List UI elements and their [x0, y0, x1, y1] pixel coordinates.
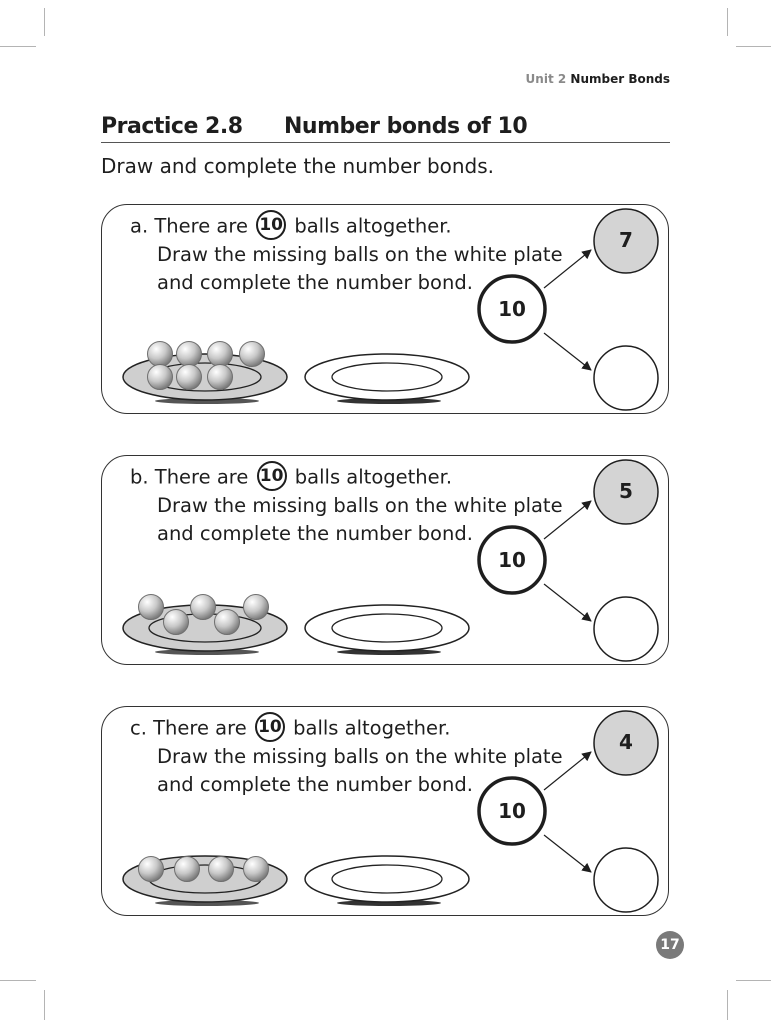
- ball: [208, 365, 233, 390]
- exercise-letter: a.: [130, 214, 149, 238]
- circled-total: 10: [255, 712, 285, 742]
- whole-value: 10: [498, 548, 526, 572]
- crop-mark: [736, 980, 771, 981]
- bond-arrow-down: [544, 333, 591, 370]
- page-title: [101, 114, 670, 143]
- question-line: [130, 465, 452, 491]
- white-plate: [305, 856, 469, 906]
- ball: [139, 857, 164, 882]
- question-prefix: There are: [154, 465, 249, 489]
- question-prefix: There are: [153, 716, 247, 740]
- practice-topic: Number bonds of 10: [284, 114, 528, 139]
- question-line: [130, 716, 450, 742]
- given-part-value: 5: [619, 479, 633, 503]
- instructions: Draw and complete the number bonds.: [101, 154, 495, 178]
- instruction-line: and complete the number bond.: [157, 522, 473, 545]
- exercise-box: [101, 204, 669, 414]
- ball: [208, 342, 233, 367]
- bond-arrow-down: [544, 584, 591, 621]
- ball: [139, 595, 164, 620]
- instruction-line: Draw the missing balls on the white plate: [157, 745, 563, 768]
- ball: [148, 365, 173, 390]
- exercise-letter: b.: [130, 465, 149, 489]
- ball: [148, 342, 173, 367]
- ball: [177, 342, 202, 367]
- circled-total: 10: [256, 210, 286, 240]
- crop-mark: [727, 990, 728, 1020]
- crop-mark: [736, 46, 771, 47]
- question-line: [130, 214, 452, 240]
- ball: [209, 857, 234, 882]
- page-number: 17: [656, 931, 684, 959]
- whole-value: 10: [498, 799, 526, 823]
- exercise-box: [101, 455, 669, 665]
- crop-mark: [0, 980, 36, 981]
- crop-mark: [0, 46, 36, 47]
- ball: [191, 595, 216, 620]
- missing-part-circle: [594, 848, 658, 912]
- crop-mark: [727, 8, 728, 36]
- missing-part-circle: [594, 346, 658, 410]
- ball: [177, 365, 202, 390]
- bond-arrow-down: [544, 835, 591, 872]
- given-part-value: 7: [619, 228, 633, 252]
- instruction-line: Draw the missing balls on the white plate: [157, 243, 563, 266]
- section-label: Number Bonds: [570, 72, 670, 86]
- ball: [244, 595, 269, 620]
- ball: [244, 857, 269, 882]
- question-suffix: balls altogether.: [294, 214, 452, 238]
- ball: [164, 610, 189, 635]
- ball: [240, 342, 265, 367]
- ball: [215, 610, 240, 635]
- crop-mark: [44, 8, 45, 36]
- exercise-box: [101, 706, 669, 916]
- crop-mark: [44, 990, 45, 1020]
- missing-part-circle: [594, 597, 658, 661]
- instruction-line: Draw the missing balls on the white plate: [157, 494, 563, 517]
- given-part-value: 4: [619, 730, 633, 754]
- question-prefix: There are: [154, 214, 248, 238]
- whole-value: 10: [498, 297, 526, 321]
- white-plate: [305, 605, 469, 655]
- white-plate: [305, 354, 469, 404]
- question-suffix: balls altogether.: [293, 716, 451, 740]
- question-suffix: balls altogether.: [294, 465, 453, 489]
- running-head: [526, 72, 670, 86]
- circled-total: 10: [257, 461, 287, 491]
- practice-number: Practice 2.8: [101, 114, 243, 139]
- ball: [175, 857, 200, 882]
- instruction-line: and complete the number bond.: [157, 271, 473, 294]
- unit-label: Unit 2: [525, 72, 567, 86]
- instruction-line: and complete the number bond.: [157, 773, 473, 796]
- exercise-letter: c.: [130, 716, 147, 740]
